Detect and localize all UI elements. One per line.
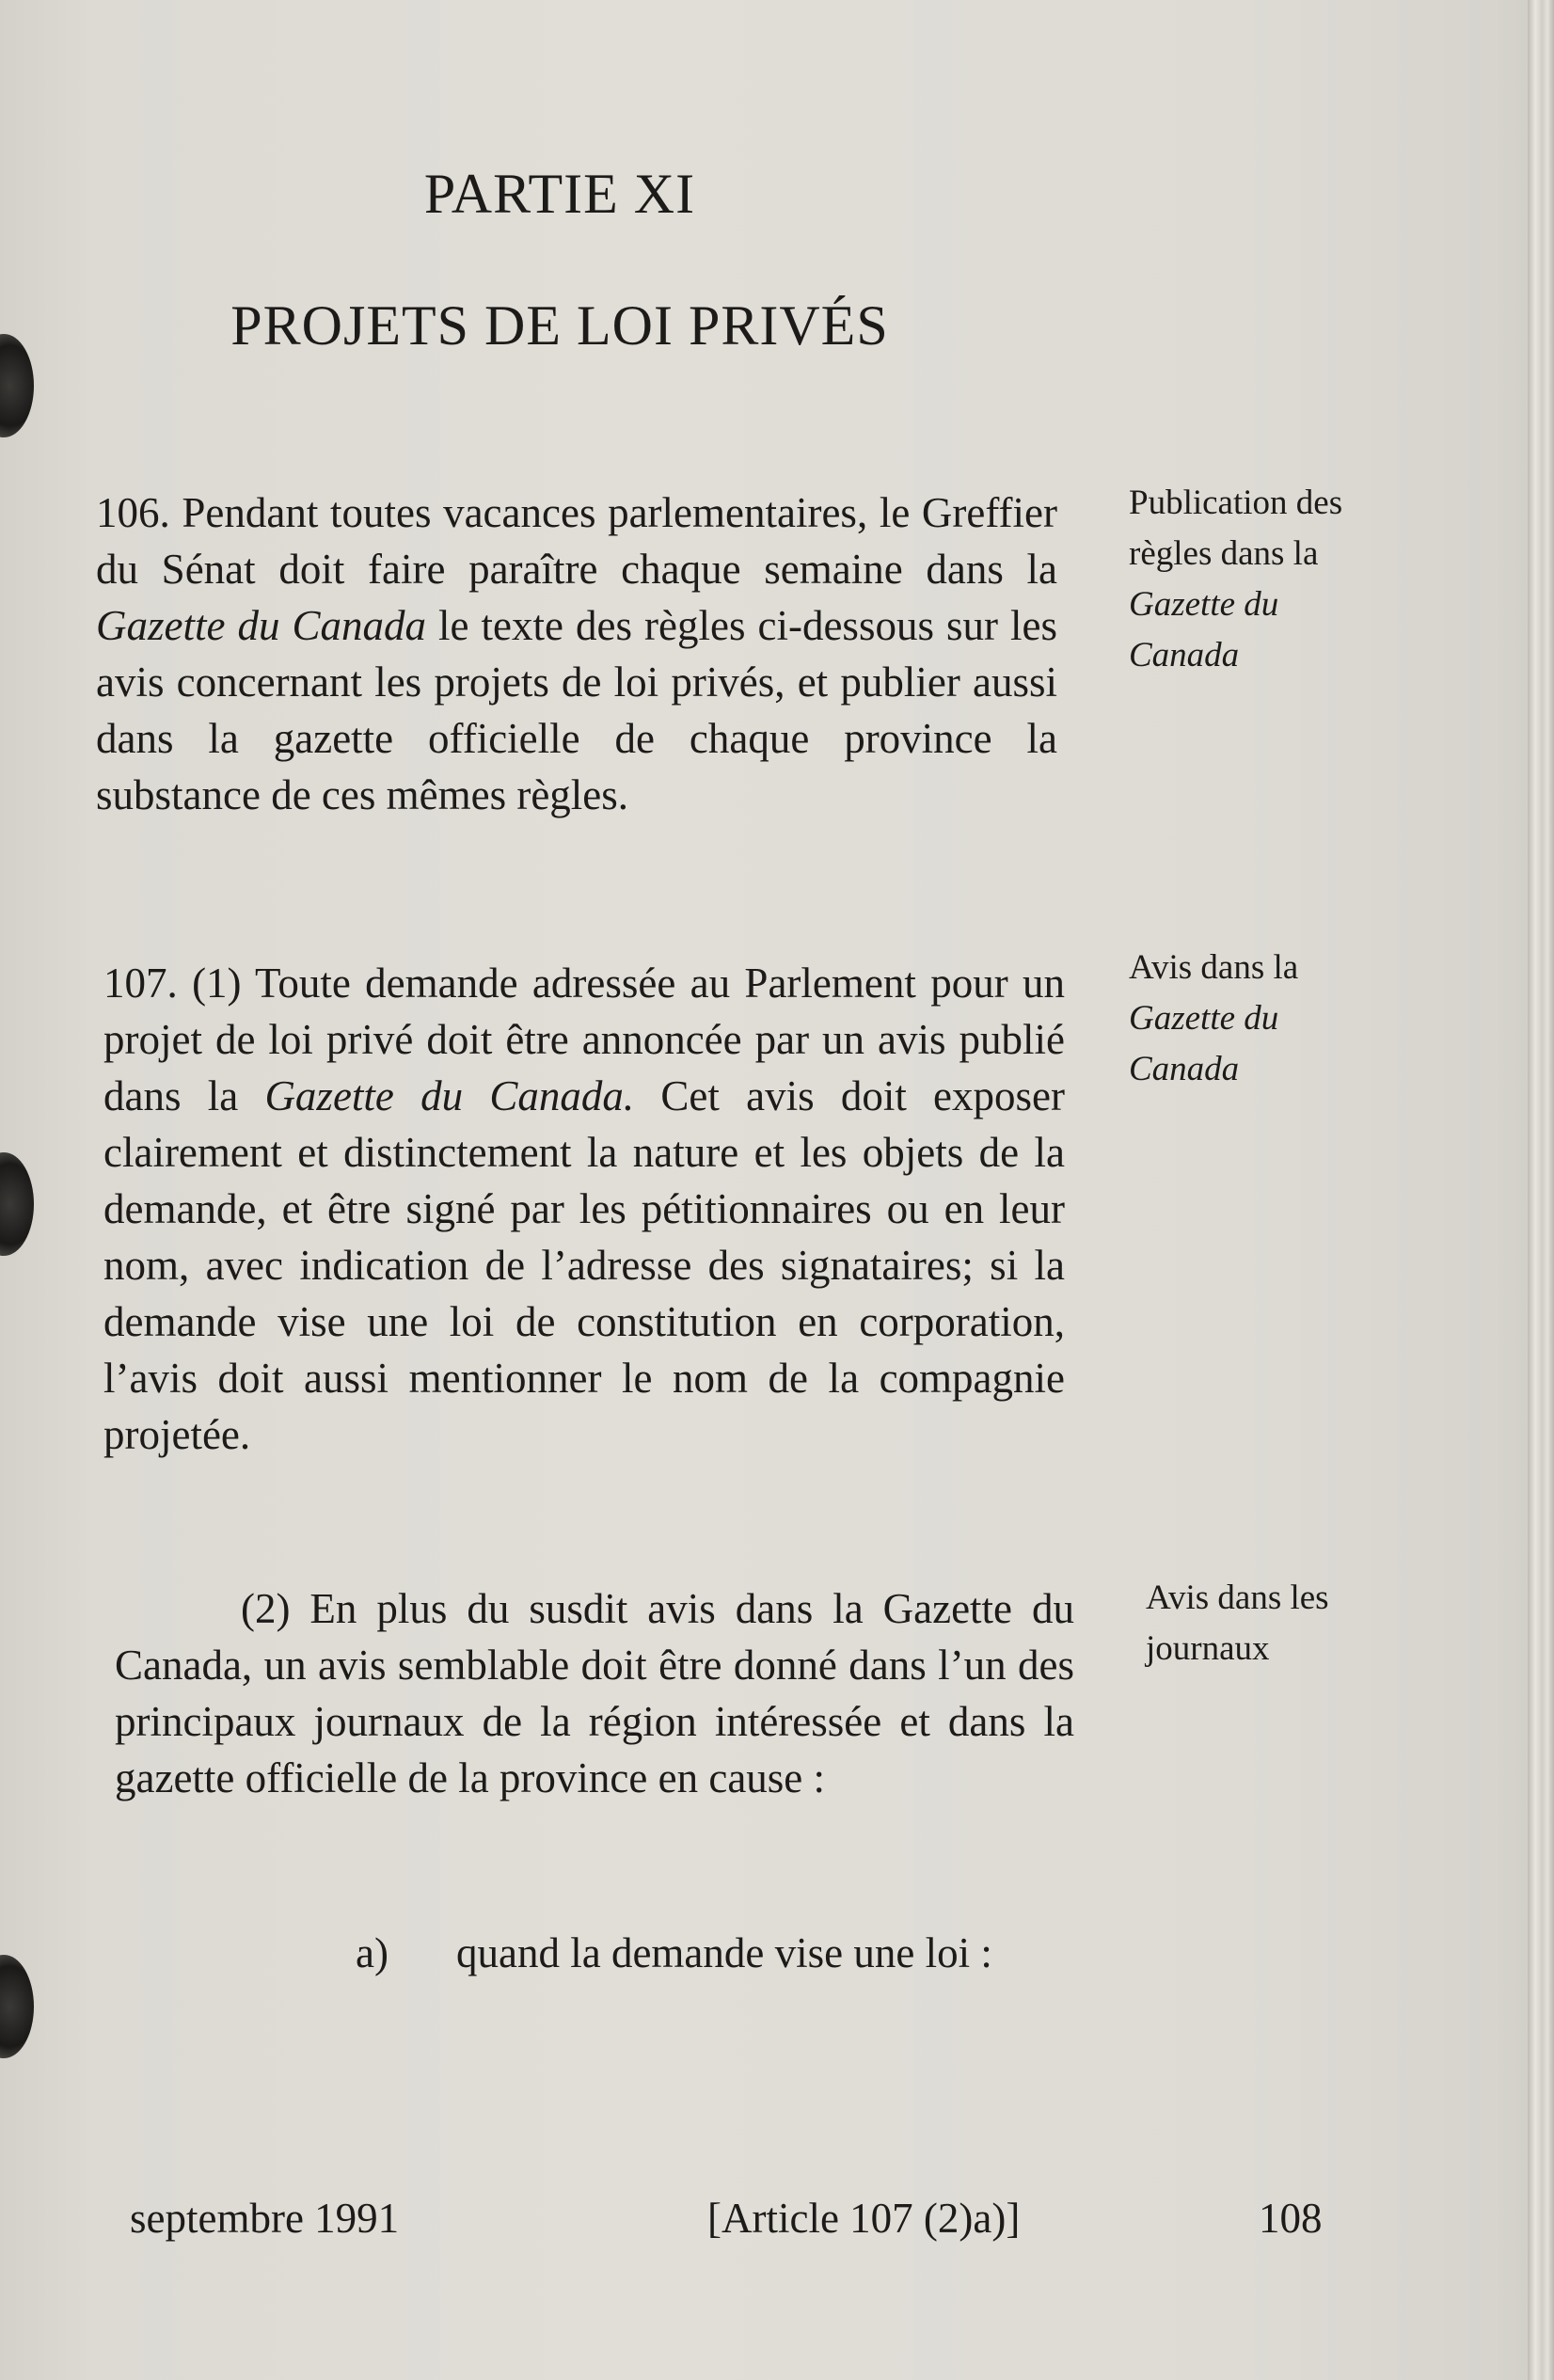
section-107-1-text-end: Cet avis doit exposer clairement et distinctement la nature et les objets de la demande, et être signé par les pétitionnaires ou en leur nom, avec indication de l’adresse des signataires; si la demande vise une loi de constitution en corporation, l’avis doit aussi mentionner le nom de la compagnie projetée.: [103, 1072, 1065, 1458]
part-title: PROJETS DE LOI PRIVÉS: [230, 294, 889, 357]
section-107-2-text: [115, 1580, 1074, 1806]
section-106-italic: Gazette du Canada: [96, 602, 427, 649]
section-106-text-start: 106. Pendant toutes vacances parlementaires, le Greffier du Sénat doit faire paraître chaque semaine dans la: [96, 489, 1057, 593]
margin-note-line: Gazette du: [1129, 999, 1279, 1038]
margin-note-line: Gazette du: [1129, 585, 1279, 624]
item-a-text: quand la demande vise une loi :: [456, 1929, 992, 1976]
margin-note-line: journaux: [1146, 1629, 1270, 1668]
section-107-1-margin-note: [1129, 943, 1411, 1095]
section-106-text: [96, 484, 1057, 823]
margin-note-line: Canada: [1129, 1050, 1240, 1088]
binder-hole-bottom: [0, 1955, 34, 2058]
section-107-1-text-start: 107. (1) Toute demande adressée au Parlement pour un projet de loi privé doit être annoncée par un avis publié dans la: [103, 960, 1065, 1119]
binder-page-edge: [1528, 0, 1554, 2380]
item-a-label: a): [356, 1929, 388, 1976]
margin-note-line: Publication des: [1129, 484, 1343, 522]
section-106-margin-note: [1129, 478, 1411, 681]
footer-reference: [Article 107 (2)a)]: [707, 2195, 1021, 2242]
part-heading: PARTIE XI: [423, 163, 696, 225]
binder-hole-middle: [0, 1152, 34, 1256]
section-106-text-end: le texte des règles ci-dessous sur les avis concernant les projets de loi privés, et publier aussi dans la gazette officielle de chaque province la substance de ces mêmes règles.: [96, 602, 1057, 818]
margin-note-line: Canada: [1129, 636, 1240, 674]
margin-note-line: Avis dans les: [1146, 1579, 1329, 1617]
footer-date: septembre 1991: [130, 2195, 400, 2242]
section-107-1-text: [103, 955, 1065, 1463]
section-107-2-body: (2) En plus du susdit avis dans la Gazette du Canada, un avis semblable doit être donné dans l’un des principaux journaux de la région intéressée et dans la gazette officielle de la province en cause :: [115, 1585, 1074, 1801]
section-107-1-italic: Gazette du Canada.: [264, 1072, 635, 1119]
margin-note-line: Avis dans la: [1129, 948, 1299, 987]
page-number: 108: [1259, 2195, 1323, 2242]
section-107-2-margin-note: [1146, 1573, 1428, 1674]
margin-note-line: règles dans la: [1129, 534, 1319, 573]
